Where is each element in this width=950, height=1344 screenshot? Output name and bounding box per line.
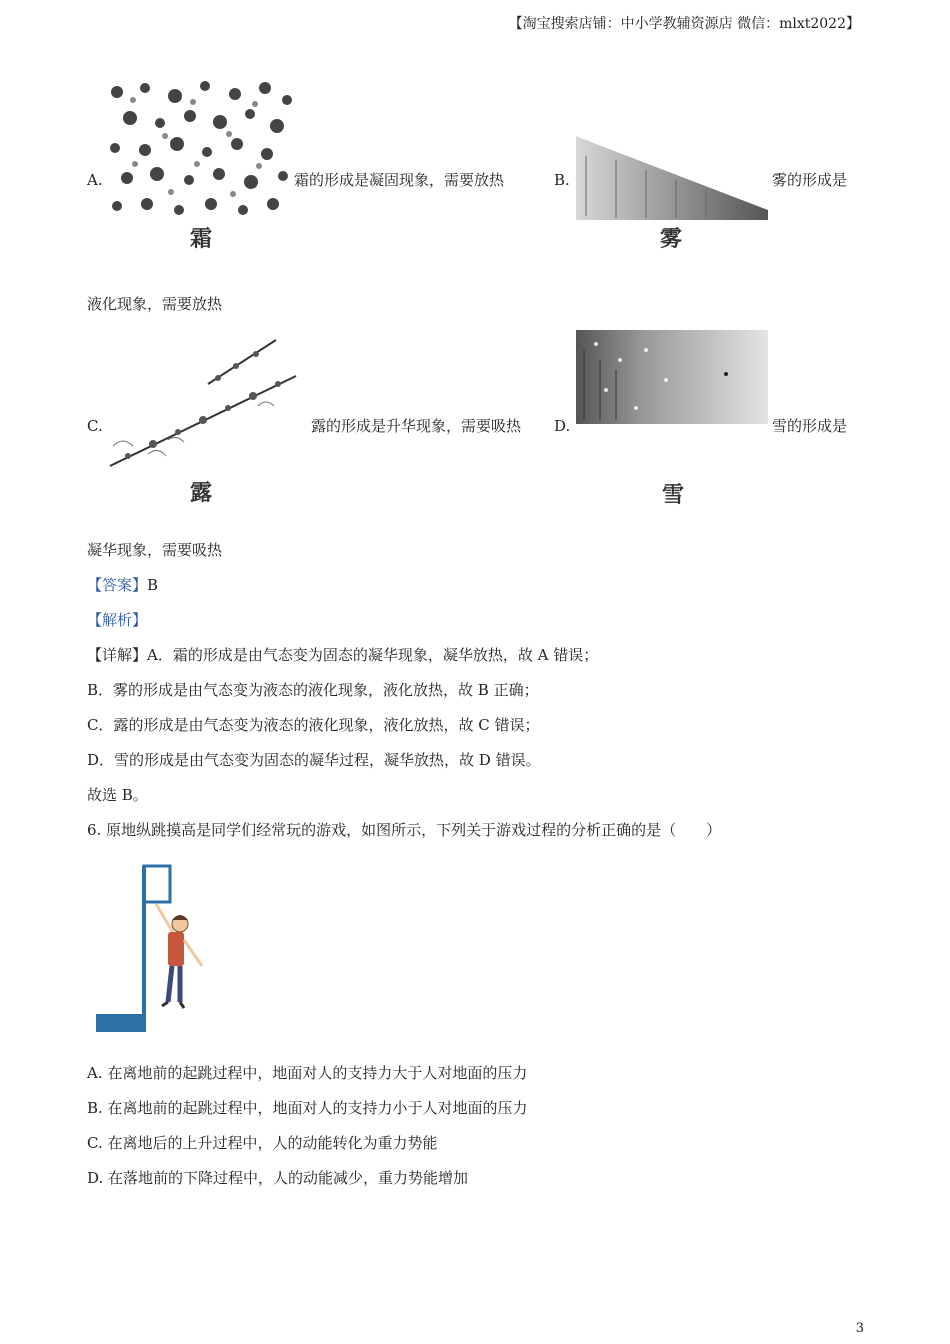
option-b-text: 雾的形成是 <box>772 171 848 189</box>
detail-text-a: A．霜的形成是由气态变为固态的凝华现象，凝华放热，故 A 错误； <box>147 646 599 664</box>
option-a-text: 霜的形成是凝固现象，需要放热 <box>294 171 505 189</box>
option-c-letter: C. <box>87 417 103 435</box>
detail-line-c: C．露的形成是由气态变为液态的液化现象，液化放热，故 C 错误； <box>87 716 540 734</box>
option-d-continuation: 凝华现象，需要吸热 <box>87 541 223 559</box>
option-d-letter: D. <box>554 417 571 435</box>
frost-image <box>105 78 295 220</box>
page-number: 3 <box>855 1321 864 1336</box>
question6-stem: 6. 原地纵跳摸高是同学们经常玩的游戏，如图所示，下列关于游戏过程的分析正确的是（ ） <box>87 821 722 839</box>
fog-image <box>576 136 768 220</box>
question6-option-b: B. 在离地前的起跳过程中，地面对人的支持力小于人对地面的压力 <box>87 1099 528 1117</box>
question6-option-c: C. 在离地后的上升过程中，人的动能转化为重力势能 <box>87 1134 438 1152</box>
detail-line-b: B．雾的形成是由气态变为液态的液化现象，液化放热，故 B 正确； <box>87 681 539 699</box>
snow-image <box>576 330 768 424</box>
dew-caption: 露 <box>190 480 213 506</box>
option-c-text: 露的形成是升华现象，需要吸热 <box>311 417 522 435</box>
page-header: 【淘宝搜索店铺：中小学教辅资源店 微信：mlxt2022】 <box>508 16 860 32</box>
answer-line <box>87 575 158 595</box>
question6-option-a: A. 在离地前的起跳过程中，地面对人的支持力大于人对地面的压力 <box>87 1064 528 1082</box>
answer-value: B <box>147 576 159 594</box>
analysis-label: 【解析】 <box>87 611 148 629</box>
jump-illustration <box>94 862 214 1034</box>
option-b-letter: B. <box>554 171 570 189</box>
frost-caption: 霜 <box>190 226 213 252</box>
option-b-continuation: 液化现象，需要放热 <box>87 295 223 313</box>
detail-line-d: D．雪的形成是由气态变为固态的凝华过程，凝华放热，故 D 错误。 <box>87 751 541 769</box>
dew-image <box>108 336 298 472</box>
detail-label: 【详解】 <box>87 646 148 664</box>
question6-option-d: D. 在落地前的下降过程中，人的动能减少，重力势能增加 <box>87 1169 469 1187</box>
answer-label: 【答案】 <box>87 576 148 594</box>
fog-caption: 雾 <box>660 226 683 252</box>
detail-conclusion: 故选 B。 <box>87 786 148 804</box>
snow-caption: 雪 <box>662 482 685 508</box>
detail-line-a <box>87 645 598 665</box>
option-d-text: 雪的形成是 <box>772 417 848 435</box>
option-a-letter: A. <box>87 171 103 189</box>
